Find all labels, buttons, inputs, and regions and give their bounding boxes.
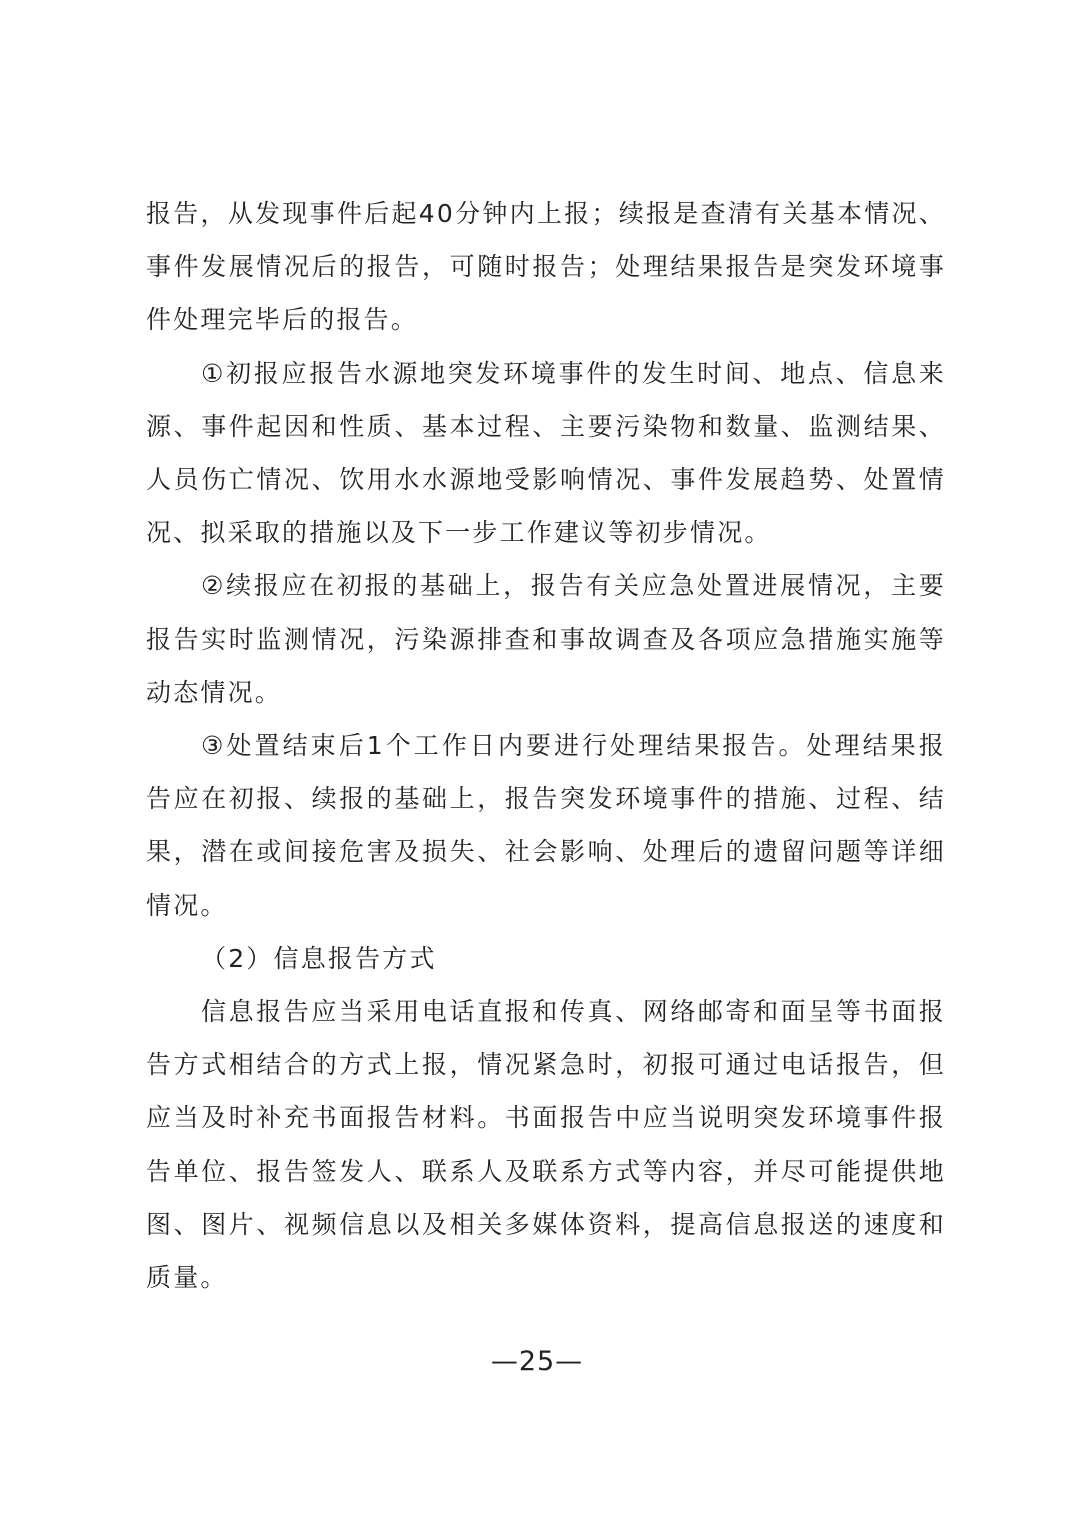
document-body — [146, 187, 946, 1304]
paragraph-follow-up-report: ②续报应在初报的基础上，报告有关应急处置进展情况，主要报告实时监测情况，污染源排查和事故调查及各项应急措施实施等动态情况。 — [146, 571, 946, 707]
paragraph-report-method: 信息报告应当采用电话直报和传真、网络邮寄和面呈等书面报告方式相结合的方式上报，情况紧急时，初报可通过电话报告，但应当及时补充书面报告材料。书面报告中应当说明突发环境事件报告单位、报告签发人、联系人及联系方式等内容，并尽可能提供地图、图片、视频信息以及相关多媒体资料，提高信息报送的速度和质量。 — [146, 997, 946, 1293]
paragraph-continued-report: 报告，从发现事件后起40分钟内上报；续报是查清有关基本情况、事件发展情况后的报告，可随时报告；处理结果报告是突发环境事件处理完毕后的报告。 — [146, 199, 946, 335]
page-number: —25— — [490, 1346, 584, 1377]
section-heading: （2）信息报告方式 — [201, 943, 437, 973]
paragraph-result-report: ③处置结束后1个工作日内要进行处理结果报告。处理结果报告应在初报、续报的基础上，报告突发环境事件的措施、过程、结果，潜在或间接危害及损失、社会影响、处理后的遗留问题等详细情况。 — [146, 731, 946, 920]
paragraph-initial-report: ①初报应报告水源地突发环境事件的发生时间、地点、信息来源、事件起因和性质、基本过程、主要污染物和数量、监测结果、人员伤亡情况、饮用水水源地受影响情况、事件发展趋势、处置情况、拟采取的措施以及下一步工作建议等初步情况。 — [146, 358, 946, 548]
